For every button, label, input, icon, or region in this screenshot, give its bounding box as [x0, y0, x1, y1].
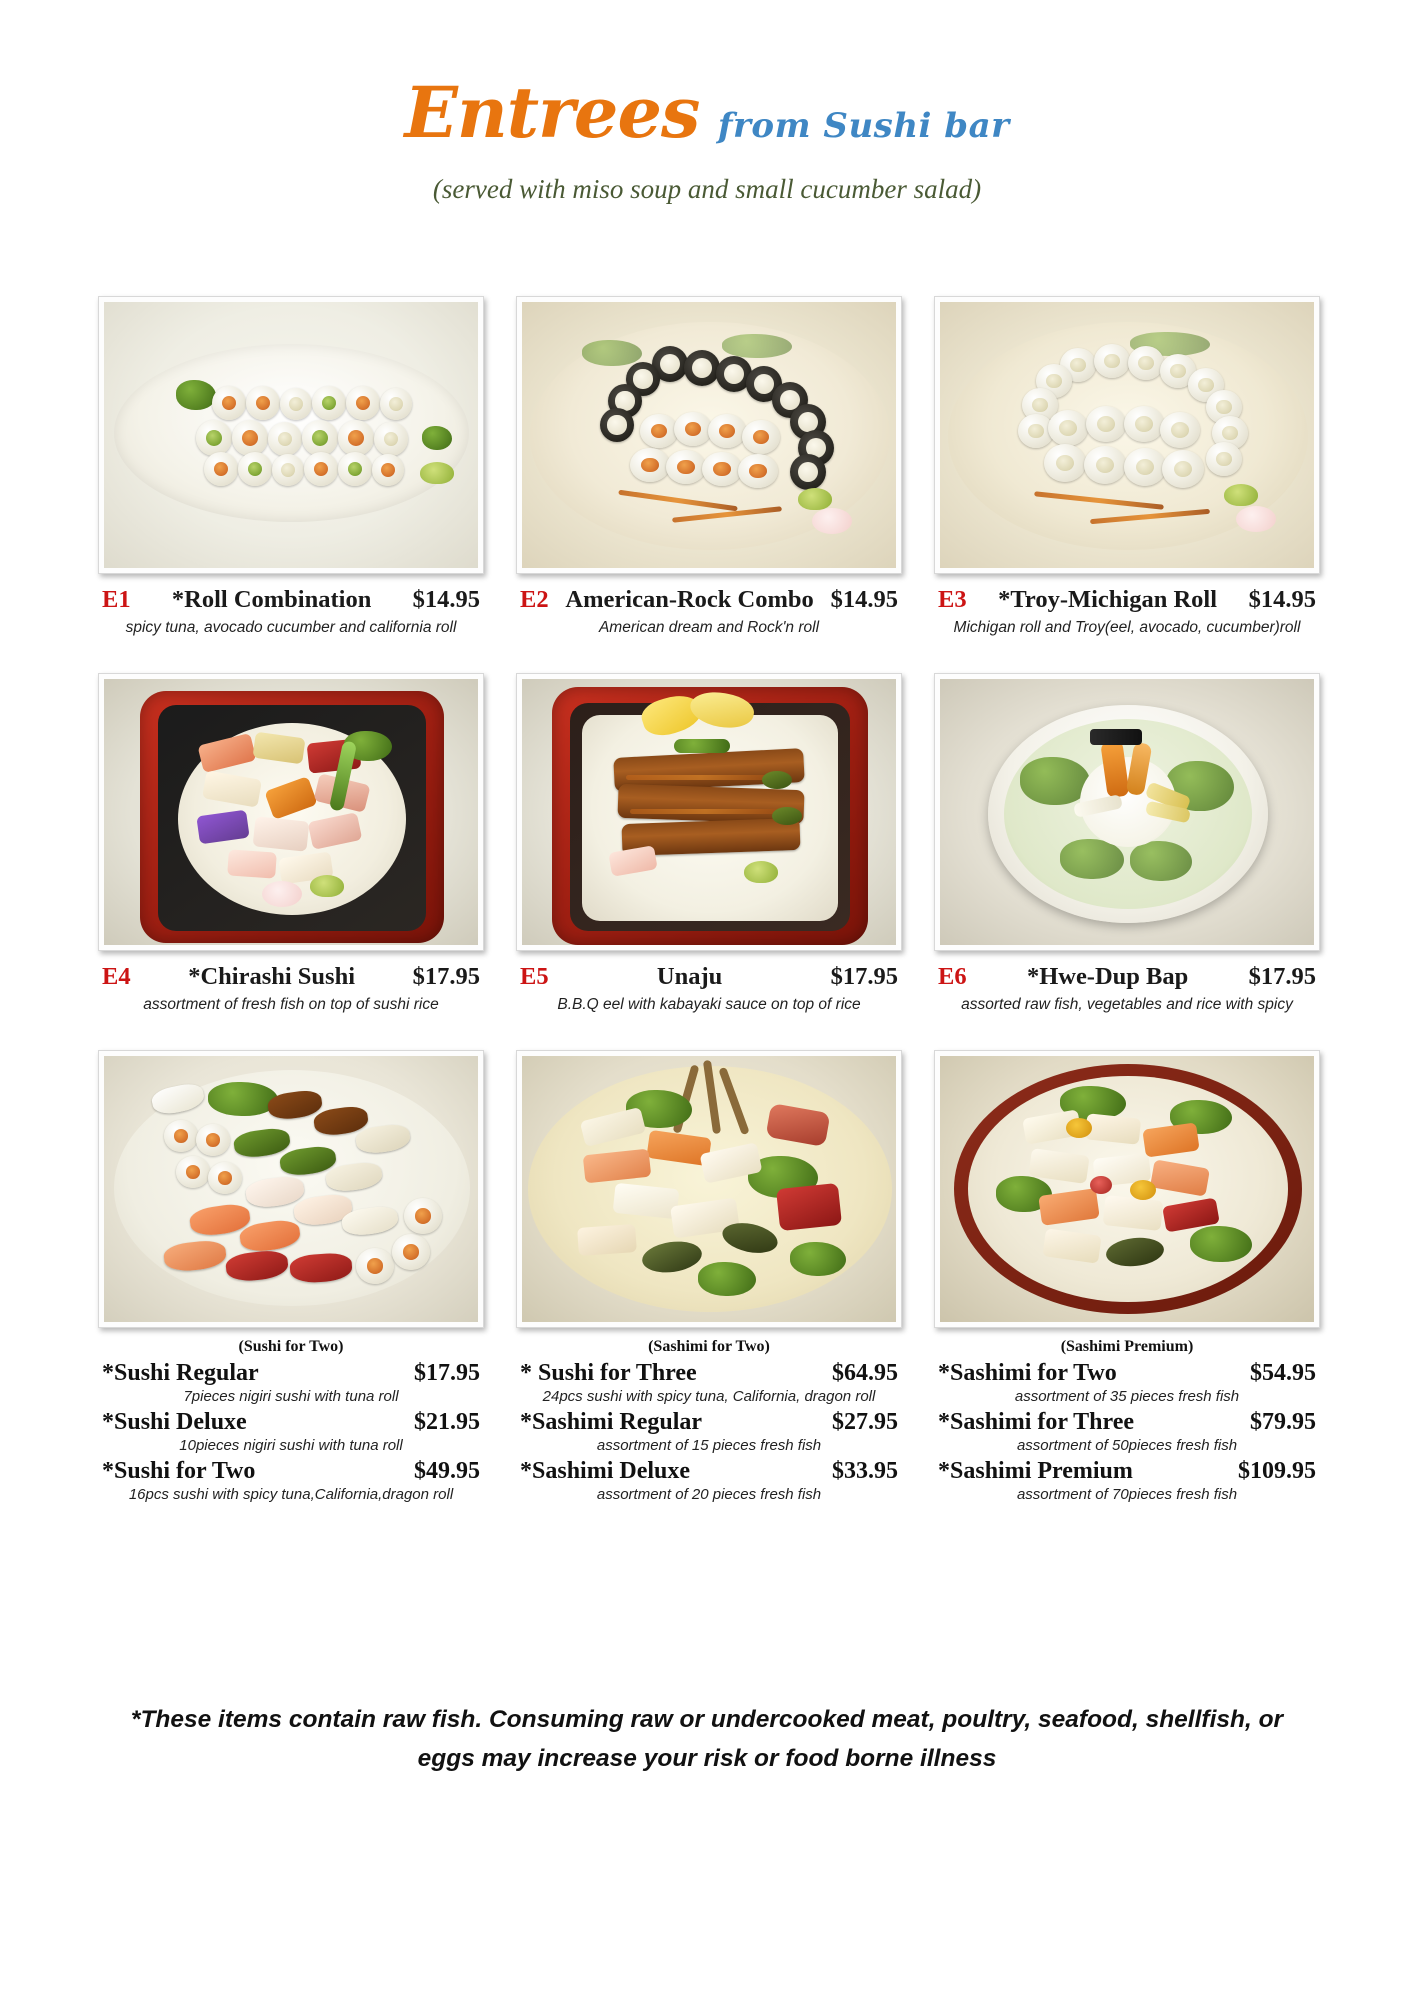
menu-row-3	[98, 1050, 1320, 1503]
group-item-1	[98, 1409, 484, 1436]
served-with-note: (served with miso soup and small cucumber salad)	[432, 174, 982, 204]
item-price: $54.95	[1250, 1360, 1316, 1386]
caption-e3	[934, 586, 1320, 637]
title-entrees: Entrees	[404, 71, 700, 154]
item-description: assortment of 15 pieces fresh fish	[596, 1437, 822, 1454]
group-item-2	[516, 1458, 902, 1485]
group-label: (Sashimi for Two)	[648, 1338, 770, 1355]
item-price: $21.95	[414, 1409, 480, 1435]
item-name: *Chirashi Sushi	[188, 963, 356, 990]
hwe-dup-bap-photo	[934, 673, 1320, 951]
item-description: assortment of 50pieces fresh fish	[1016, 1437, 1238, 1454]
group-item-1	[934, 1409, 1320, 1436]
item-description: assortment of 20 pieces fresh fish	[596, 1486, 822, 1503]
item-description: assortment of 35 pieces fresh fish	[1014, 1388, 1240, 1405]
menu-item-e6	[934, 673, 1320, 1014]
item-name: *Roll Combination	[171, 586, 372, 613]
caption-e5	[516, 963, 902, 1014]
item-description: 16pcs sushi with spicy tuna,California,dragon roll	[128, 1486, 454, 1503]
item-name: *Sashimi for Two	[938, 1360, 1117, 1386]
item-code: E3	[938, 586, 967, 613]
item-name: *Sashimi for Three	[938, 1409, 1135, 1435]
menu-item-e4	[98, 673, 484, 1014]
chirashi-sushi-photo	[98, 673, 484, 951]
group-item-0	[516, 1360, 902, 1387]
roll-combination-photo	[98, 296, 484, 574]
item-code: E4	[102, 963, 131, 990]
menu-row-1	[98, 296, 1320, 637]
disclaimer-line-1: *These items contain raw fish. Consuming raw or undercooked meat, poultry, seafood, shellfish, or	[130, 1706, 1284, 1733]
group-item-1	[516, 1409, 902, 1436]
item-price: $49.95	[414, 1458, 480, 1484]
group-label: (Sushi for Two)	[238, 1338, 344, 1355]
item-code: E1	[102, 586, 131, 613]
caption-e4	[98, 963, 484, 1014]
menu-group-sushi-for-two	[98, 1050, 484, 1503]
item-description: Michigan roll and Troy(eel, avocado, cucumber)roll	[953, 619, 1301, 636]
item-name: * Sushi for Three	[520, 1360, 697, 1386]
item-description: American dream and Rock'n roll	[598, 619, 820, 636]
group-item-2	[934, 1458, 1320, 1485]
menu-item-e3	[934, 296, 1320, 637]
item-description: 24pcs sushi with spicy tuna, California, dragon roll	[542, 1388, 876, 1405]
menu-item-e1	[98, 296, 484, 637]
group-item-0	[98, 1360, 484, 1387]
item-name: *Sushi Deluxe	[102, 1409, 247, 1435]
item-description: spicy tuna, avocado cucumber and california roll	[125, 619, 457, 636]
item-name: American-Rock Combo	[565, 586, 814, 613]
caption-e2	[516, 586, 902, 637]
page-header	[0, 0, 1414, 205]
item-price: $14.95	[412, 586, 480, 613]
american-rock-combo-photo	[516, 296, 902, 574]
item-description: assorted raw fish, vegetables and rice with spicy	[961, 996, 1293, 1013]
item-price: $14.95	[830, 586, 898, 613]
item-description: 10pieces nigiri sushi with tuna roll	[179, 1437, 403, 1454]
menu-grid	[98, 296, 1320, 1503]
group-item-0	[934, 1360, 1320, 1387]
caption-e6	[934, 963, 1320, 1014]
item-description: B.B.Q eel with kabayaki sauce on top of rice	[557, 996, 861, 1013]
item-name: *Sushi Regular	[102, 1360, 259, 1386]
item-description: assortment of fresh fish on top of sushi rice	[143, 996, 439, 1013]
item-description: assortment of 70pieces fresh fish	[1016, 1486, 1238, 1503]
item-price: $109.95	[1238, 1458, 1316, 1484]
sushi-for-two-photo	[98, 1050, 484, 1328]
item-price: $79.95	[1250, 1409, 1316, 1435]
unaju-photo	[516, 673, 902, 951]
item-price: $64.95	[832, 1360, 898, 1386]
item-name: Unaju	[656, 963, 723, 990]
item-price: $17.95	[1248, 963, 1316, 990]
group-label: (Sashimi Premium)	[1060, 1338, 1194, 1355]
item-name: *Sashimi Deluxe	[520, 1458, 691, 1484]
disclaimer-line-2: eggs may increase your risk or food borne illness	[417, 1745, 997, 1773]
sashimi-premium-photo	[934, 1050, 1320, 1328]
troy-michigan-roll-photo	[934, 296, 1320, 574]
menu-row-2	[98, 673, 1320, 1014]
item-price: $14.95	[1248, 586, 1316, 613]
item-code: E2	[520, 586, 549, 613]
menu-item-e5	[516, 673, 902, 1014]
item-description: 7pieces nigiri sushi with tuna roll	[183, 1388, 399, 1405]
group-item-2	[98, 1458, 484, 1485]
menu-group-sashimi-premium	[934, 1050, 1320, 1503]
sashimi-for-two-photo	[516, 1050, 902, 1328]
item-price: $17.95	[412, 963, 480, 990]
title-from-sushi-bar: from Sushi bar	[717, 106, 1010, 146]
menu-title	[0, 71, 1414, 154]
item-price: $17.95	[830, 963, 898, 990]
item-price: $17.95	[414, 1360, 480, 1386]
item-name: *Sashimi Regular	[520, 1409, 703, 1435]
item-name: *Troy-Michigan Roll	[998, 586, 1218, 613]
item-price: $33.95	[832, 1458, 898, 1484]
item-price: $27.95	[832, 1409, 898, 1435]
item-name: *Sashimi Premium	[938, 1458, 1133, 1484]
menu-item-e2	[516, 296, 902, 637]
item-code: E6	[938, 963, 967, 990]
item-name: *Sushi for Two	[102, 1458, 256, 1484]
item-code: E5	[520, 963, 549, 990]
footer-disclaimer	[0, 1700, 1414, 1778]
item-name: *Hwe-Dup Bap	[1026, 963, 1189, 990]
caption-e1	[98, 586, 484, 637]
menu-group-sashimi-for-two	[516, 1050, 902, 1503]
